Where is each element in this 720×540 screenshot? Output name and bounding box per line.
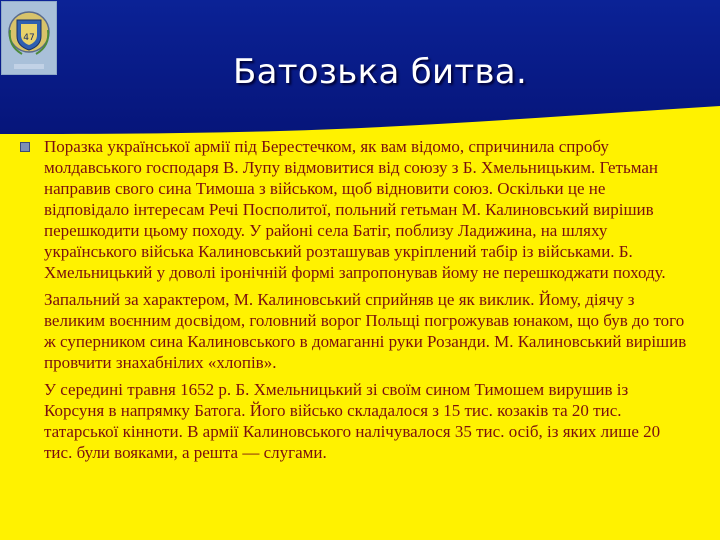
svg-text:47: 47 — [23, 33, 35, 43]
bullet-square-icon — [20, 142, 30, 152]
slide-body — [20, 136, 688, 469]
paragraph-1 — [20, 136, 688, 283]
slide-title: Батозька битва. — [232, 52, 528, 92]
paragraph-2-text: Запальний за характером, М. Калиновський сприйняв це як виклик. Йому, діячу з великим воєнним досвідом, головний ворог Польщі погрожував юнаком, що був до того ж суперником сина Калиновського в домаганні руки Розанди. М. Калиновський вирішив провчити знахабнілих «хлопів». — [44, 290, 687, 372]
paragraph-3 — [20, 379, 688, 463]
paragraph-1-text: Поразка української армії під Берестечком, як вам відомо, спричинила спробу молдавського господаря В. Лупу відмовитися від союзу з Б. Хмельницьким. Гетьман направив свого сина Тимоша з військом, щоб відновити союз. Оскільки це не відповідало інтересам Речі Посполитої, польний гетьман М. Калиновський вирішив перешкодити цьому походу. У районі села Батіг, поблизу Ладижина, на шляху українського війська Калиновський розташував укріплений табір із військами. Б. Хмельницький у доволі іронічній формі запропонував йому не перешкоджати походу. — [44, 137, 666, 282]
paragraph-3-text: У середині травня 1652 р. Б. Хмельницький зі своїм сином Тимошем вирушив із Корсуня в напрямку Батога. Його військо складалося з 15 тис. козаків та 20 тис. татарської кінноти. В армії Калиновського налічувалося 35 тис. осіб, із яких лише 20 тис. були вояками, а решта — слугами. — [44, 380, 661, 462]
paragraph-2 — [20, 289, 688, 373]
